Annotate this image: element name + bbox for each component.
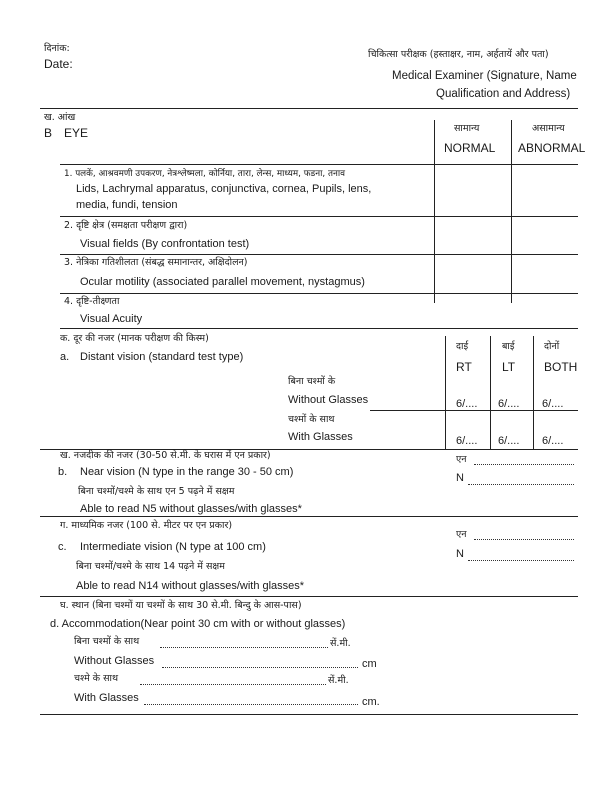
acc-with-label: With Glasses bbox=[74, 692, 139, 704]
both-without-value: 6/.... bbox=[542, 398, 564, 410]
both-hindi: दोनों bbox=[544, 341, 560, 352]
distant-hindi: क. दूर की नजर (मानक परीक्षण की किस्म) bbox=[60, 333, 209, 344]
lt-without-value: 6/.... bbox=[498, 398, 520, 410]
col-divider-abnormal bbox=[511, 120, 512, 303]
rt-header: RT bbox=[456, 360, 472, 374]
rt-without-value: 6/.... bbox=[456, 398, 478, 410]
item1-line1: Lids, Lachrymal apparatus, conjunctiva, cornea, Pupils, lens, bbox=[76, 183, 372, 195]
with-glasses-label: With Glasses bbox=[288, 431, 353, 443]
near-letter: b. bbox=[58, 466, 68, 478]
near-read-hindi: बिना चश्मों/चश्मे के साथ एन 5 पढ़ने में सक्षम bbox=[78, 486, 235, 497]
both-with-value: 6/.... bbox=[542, 435, 564, 447]
abnormal-header-hindi: असामान्य bbox=[532, 123, 565, 134]
with-glasses-hindi: चश्मों के साथ bbox=[288, 414, 335, 425]
section-b-hindi: ख. आंख bbox=[44, 112, 76, 123]
acc-with-cm: cm. bbox=[362, 696, 380, 708]
acc-without-label: Without Glasses bbox=[74, 655, 155, 667]
acc-with-cm-hindi: सें.मी. bbox=[328, 675, 349, 686]
distant-label: Distant vision (standard test type) bbox=[80, 351, 244, 363]
distant-letter: a. bbox=[60, 351, 70, 363]
item4-label: Visual Acuity bbox=[80, 313, 143, 325]
item2-hindi: 2. दृष्टि क्षेत्र (समक्षता परीक्षण द्वारा) bbox=[64, 220, 188, 231]
lt-header: LT bbox=[502, 360, 516, 374]
intermediate-hindi: ग. माध्यमिक नजर (100 से. मीटर पर एन प्रकार) bbox=[60, 520, 233, 531]
item1-hindi: 1. पलकें, आश्रवमणी उपकरण, नेत्रश्लेष्मला, कोर्निया, तारा, लेन्स, माध्यम, फडना, तनाव bbox=[64, 169, 346, 179]
acc-without-cm: cm bbox=[362, 658, 377, 670]
acc-without-hindi: बिना चश्मों के साथ bbox=[74, 636, 140, 647]
intermediate-read-hindi: बिना चश्मों/चश्मे के साथ 14 पढ़ने में सक्षम bbox=[76, 561, 225, 572]
intermediate-read-label: Able to read N14 without glasses/with glasses* bbox=[76, 580, 305, 592]
lt-with-value: 6/.... bbox=[498, 435, 520, 447]
item1-line2: media, fundi, tension bbox=[76, 199, 178, 211]
normal-header: NORMAL bbox=[444, 141, 496, 155]
header-divider bbox=[40, 108, 578, 109]
examiner-label-line2: Qualification and Address) bbox=[436, 88, 571, 100]
intermediate-n-hindi: एन bbox=[456, 529, 467, 540]
without-glasses-hindi: बिना चश्मों के bbox=[288, 376, 336, 387]
near-label: Near vision (N type in the range 30 - 50 cm) bbox=[80, 466, 294, 478]
acc-with-hindi: चश्मे के साथ bbox=[74, 673, 119, 684]
rt-with-value: 6/.... bbox=[456, 435, 478, 447]
item2-label: Visual fields (By confrontation test) bbox=[80, 238, 250, 250]
near-read-label: Able to read N5 without glasses/with glasses* bbox=[80, 503, 302, 515]
near-n-label: N bbox=[456, 472, 464, 484]
accommodation-hindi: घ. स्थान (बिना चश्मों या चश्मों के साथ 30 से.मी. बिन्दु के आस-पास) bbox=[60, 600, 302, 611]
item3-hindi: 3. नेत्रिका गतिशीलता (संबद्ध समानान्तर, अक्षिदोलन) bbox=[64, 257, 248, 268]
date-label: Date: bbox=[44, 57, 73, 71]
intermediate-letter: c. bbox=[58, 541, 67, 553]
col-divider-normal bbox=[434, 120, 435, 303]
near-n-hindi: एन bbox=[456, 454, 467, 465]
lt-hindi: बाई bbox=[502, 341, 515, 352]
rt-hindi: दाई bbox=[456, 341, 469, 352]
both-header: BOTH bbox=[544, 360, 578, 374]
section-b-title: EYE bbox=[64, 126, 89, 140]
normal-header-hindi: सामान्य bbox=[454, 123, 480, 134]
acc-without-cm-hindi: सें.मी. bbox=[330, 638, 351, 649]
date-label-hindi: दिनांक: bbox=[44, 43, 70, 54]
item3-label: Ocular motility (associated parallel movement, nystagmus) bbox=[80, 276, 365, 288]
intermediate-n-label: N bbox=[456, 548, 464, 560]
section-b-letter: B bbox=[44, 126, 53, 140]
examiner-label-hindi: चिकित्सा परीक्षक (हस्ताक्षर, नाम, अर्हतायें और पता) bbox=[368, 49, 549, 60]
examiner-label-line1: Medical Examiner (Signature, Name bbox=[392, 70, 577, 82]
near-hindi: ख. नजदीक की नजर (30-50 से.मी. के घरास में एन प्रकार) bbox=[60, 450, 271, 461]
bottom-divider bbox=[40, 714, 578, 715]
abnormal-header: ABNORMAL bbox=[518, 141, 586, 155]
without-glasses-label: Without Glasses bbox=[288, 394, 369, 406]
intermediate-label: Intermediate vision (N type at 100 cm) bbox=[80, 541, 266, 553]
accommodation-label: d. Accommodation(Near point 30 cm with or without glasses) bbox=[50, 618, 346, 630]
item4-hindi: 4. दृष्टि-तीक्ष्णता bbox=[64, 296, 120, 307]
